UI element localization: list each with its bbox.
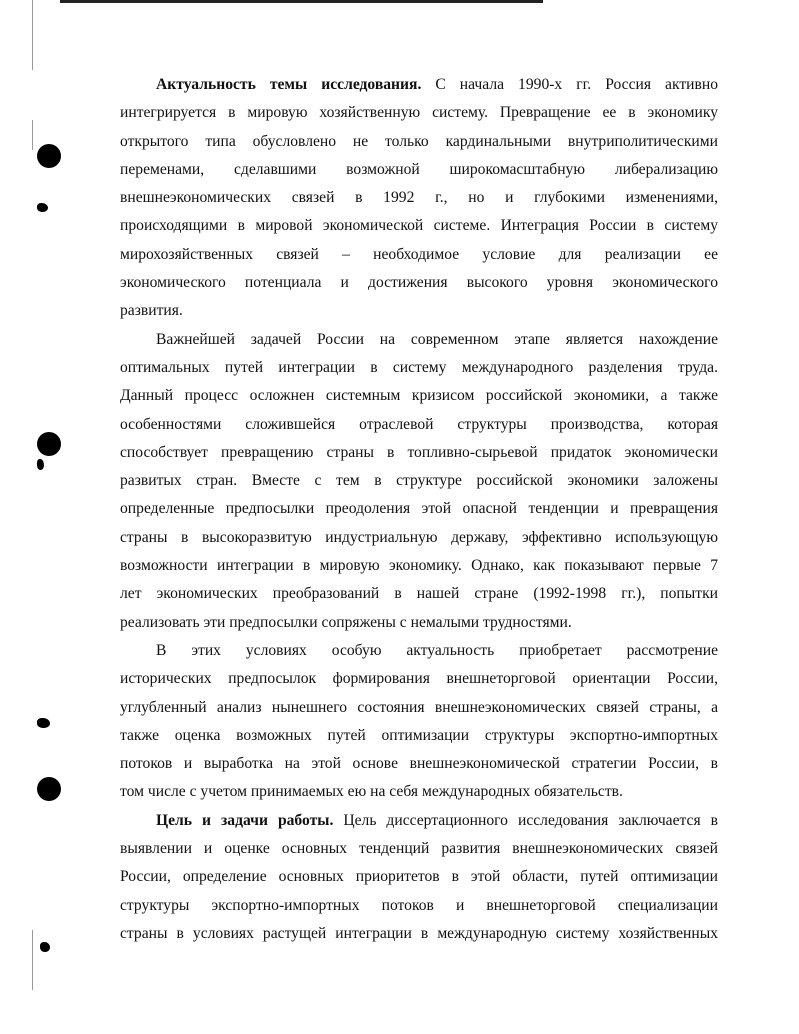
text-line: страны в условиях растущей интеграции в международную систему хозяйственных xyxy=(120,924,718,942)
section-heading-goals: Цель и задачи работы. xyxy=(156,811,334,829)
text-line: возможности интеграции в мировую экономику. Однако, как показывают первые 7 xyxy=(120,557,718,575)
text-line: России, определение основных приоритетов в этой области, путей оптимизации xyxy=(120,868,718,886)
document-body xyxy=(120,71,718,948)
text-line: особенностями сложившейся отраслевой структуры производства, которая xyxy=(120,415,718,433)
text-line: выявлении и оценке основных тенденций развития внешнеэкономических связей xyxy=(120,840,718,858)
binder-hole-mark xyxy=(37,144,61,168)
text-line: лет экономических преобразований в нашей стране (1992-1998 гг.), попытки xyxy=(120,585,718,603)
text-line: переменами, сделавшими возможной широкомасштабную либерализацию xyxy=(120,160,718,178)
text-line: структуры экспортно-импортных потоков и внешнеторговой специализации xyxy=(120,896,718,914)
text-line: развития. xyxy=(120,302,183,320)
text-line: определенные предпосылки преодоления этой опасной тенденции и превращения xyxy=(120,500,718,518)
scan-speck xyxy=(37,459,44,470)
binder-hole-mark xyxy=(37,777,61,801)
paragraph-conditions xyxy=(120,637,718,807)
text-line: способствует превращению страны в топливно-сырьевой придаток экономически xyxy=(120,443,718,461)
text-line: экономического потенциала и достижения высокого уровня экономического xyxy=(120,274,718,292)
text-line: развитых стран. Вместе с тем в структуре российской экономики заложены xyxy=(120,472,718,490)
text-line: происходящими в мировой экономической системе. Интеграция России в систему xyxy=(120,217,718,235)
text-line: мирохозяйственных связей – необходимое условие для реализации ее xyxy=(120,245,718,263)
top-border-rule xyxy=(60,0,543,3)
text-line: интегрируется в мировую хозяйственную систему. Превращение ее в экономику xyxy=(120,104,718,122)
scan-edge-line xyxy=(32,0,33,70)
text-line: реализовать эти предпосылки сопряжены с немалыми трудностями. xyxy=(120,613,572,631)
scan-speck xyxy=(37,203,48,212)
text-line: страны в высокоразвитую индустриальную державу, эффективно использующую xyxy=(120,528,718,546)
scan-speck xyxy=(37,718,50,728)
text-line: также оценка возможных путей оптимизации структуры экспортно-импортных xyxy=(120,726,718,744)
binder-hole-mark xyxy=(37,432,61,456)
text-line: Цель и задачи работы. Цель диссертационного исследования заключается в xyxy=(156,811,718,829)
section-heading-relevance: Актуальность темы исследования. xyxy=(156,76,422,93)
paragraph-goals xyxy=(120,807,718,948)
text-line: оптимальных путей интеграции в систему международного разделения труда. xyxy=(120,358,718,376)
paragraph-main-task xyxy=(120,326,718,637)
text-line: внешнеэкономических связей в 1992 г., но и глубокими изменениями, xyxy=(120,189,718,207)
text-line: открытого типа обусловлено не только кардинальными внутриполитическими xyxy=(120,132,718,150)
text-line: В этих условиях особую актуальность приобретает рассмотрение xyxy=(156,641,718,659)
scan-speck xyxy=(40,942,50,952)
text-line: том числе с учетом принимаемых ею на себя международных обязательств. xyxy=(120,783,623,801)
scan-edge-line xyxy=(32,930,33,990)
text-line: Актуальность темы исследования. С начала 1990-х гг. Россия активно xyxy=(156,76,718,93)
text-line: исторических предпосылок формирования внешнеторговой ориентации России, xyxy=(120,670,718,688)
text-line: Важнейшей задачей России на современном этапе является нахождение xyxy=(156,330,718,348)
text-line: потоков и выработка на этой основе внешнеэкономической стратегии России, в xyxy=(120,755,718,773)
text-line: Данный процесс осложнен системным кризисом российской экономики, а также xyxy=(120,387,718,405)
text-line: углубленный анализ нынешнего состояния внешнеэкономических связей страны, а xyxy=(120,698,718,716)
scan-edge-line xyxy=(32,120,33,150)
paragraph-relevance xyxy=(120,71,718,326)
